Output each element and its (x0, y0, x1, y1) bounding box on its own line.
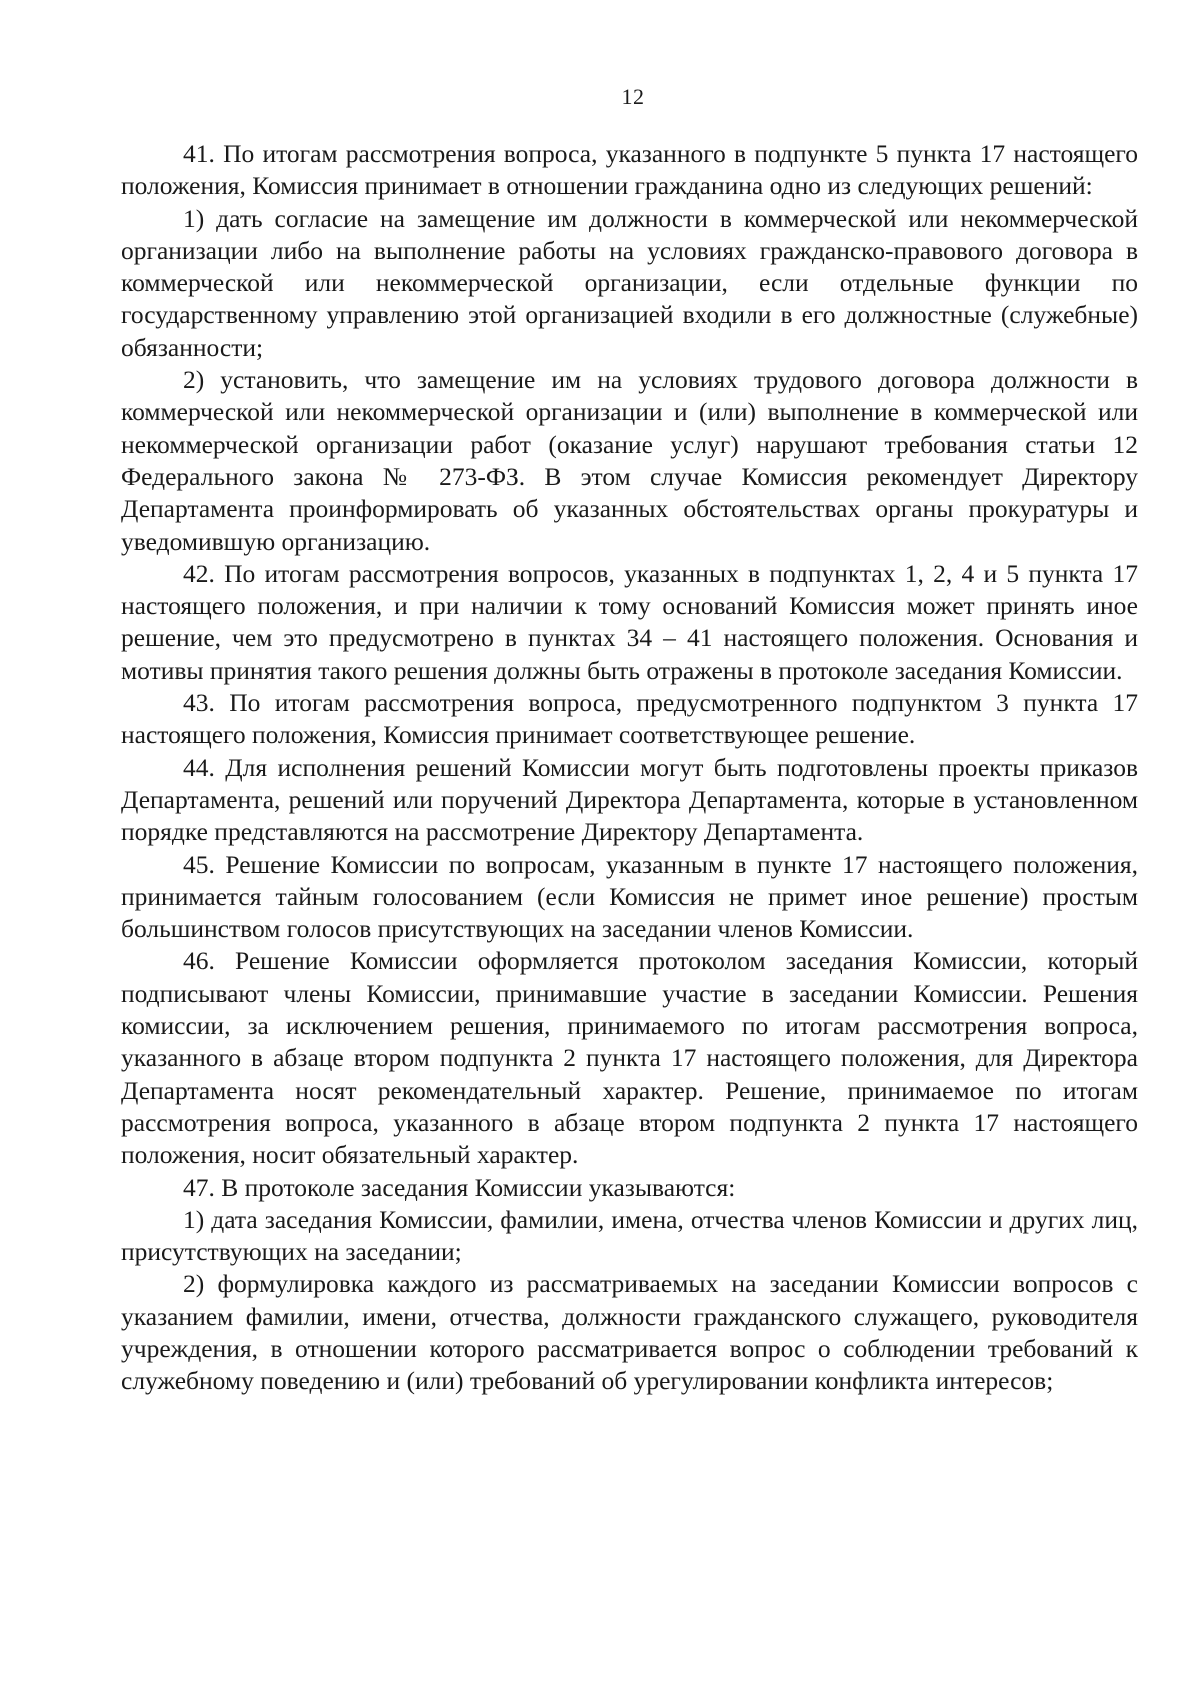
paragraph-47: 47. В протоколе заседания Комиссии указываются: (183, 1172, 736, 1202)
paragraph-47-item-1: 1) дата заседания Комиссии, фамилии, имена, отчества членов Комиссии и других лиц, присутствующих на заседании; (121, 1204, 1138, 1267)
paragraph-41-item-2: 2) установить, что замещение им на условиях трудового договора должности в коммерческой или некоммерческой организации и (или) выполнение в коммерческой или некоммерческой организации работ (оказание услуг) нарушают требования статьи 12 Федерального закона № 273-ФЗ. В этом случае Комиссия рекомендует Директору Департамента проинформировать об указанных обстоятельствах органы прокуратуры и уведомившую организацию. (121, 365, 1138, 556)
paragraph-45: 45. Решение Комиссии по вопросам, указанным в пункте 17 настоящего положения, принимается тайным голосованием (если Комиссия не примет иное решение) простым большинством голосов присутствующих на заседании членов Комиссии. (121, 849, 1138, 944)
page-number: 12 (621, 84, 645, 109)
paragraph-41-item-1: 1) дать согласие на замещение им должности в коммерческой или некоммерческой организации либо на выполнение работы на условиях гражданско-правового договора в коммерческой или некоммерческой организации, если отдельные функции по государственному управлению этой организацией входили в его должностные (служебные) обязанности; (121, 203, 1138, 362)
document-body (121, 138, 1138, 1398)
paragraph-43: 43. По итогам рассмотрения вопроса, предусмотренного подпунктом 3 пункта 17 настоящего положения, Комиссия принимает соответствующее решение. (121, 688, 1138, 750)
paragraph-42: 42. По итогам рассмотрения вопросов, указанных в подпунктах 1, 2, 4 и 5 пункта 17 настоящего положения, и при наличии к тому оснований Комиссия может принять иное решение, чем это предусмотрено в пунктах 34 – 41 настоящего положения. Основания и мотивы принятия такого решения должны быть отражены в протоколе заседания Комиссии. (121, 558, 1138, 685)
paragraph-47-item-2: 2) формулировка каждого из рассматриваемых на заседании Комиссии вопросов с указанием фамилии, имени, отчества, должности гражданского служащего, руководителя учреждения, в отношении которого рассматривается вопрос о соблюдении требований к служебному поведению и (или) требований об урегулировании конфликта интересов; (121, 1269, 1138, 1396)
paragraph-44: 44. Для исполнения решений Комиссии могут быть подготовлены проекты приказов Департамента, решений или поручений Директора Департамента, которые в установленном порядке представляются на рассмотрение Директору Департамента. (121, 752, 1138, 847)
paragraph-46: 46. Решение Комиссии оформляется протоколом заседания Комиссии, который подписывают члены Комиссии, принимавшие участие в заседании Комиссии. Решения комиссии, за исключением решения, принимаемого по итогам рассмотрения вопроса, указанного в абзаце втором подпункта 2 пункта 17 настоящего положения, для Директора Департамента носят рекомендательный характер. Решение, принимаемое по итогам рассмотрения вопроса, указанного в абзаце втором подпункта 2 пункта 17 настоящего положения, носит обязательный характер. (121, 946, 1138, 1170)
paragraph-41: 41. По итогам рассмотрения вопроса, указанного в подпункте 5 пункта 17 настоящего положения, Комиссия принимает в отношении гражданина одно из следующих решений: (121, 139, 1138, 201)
